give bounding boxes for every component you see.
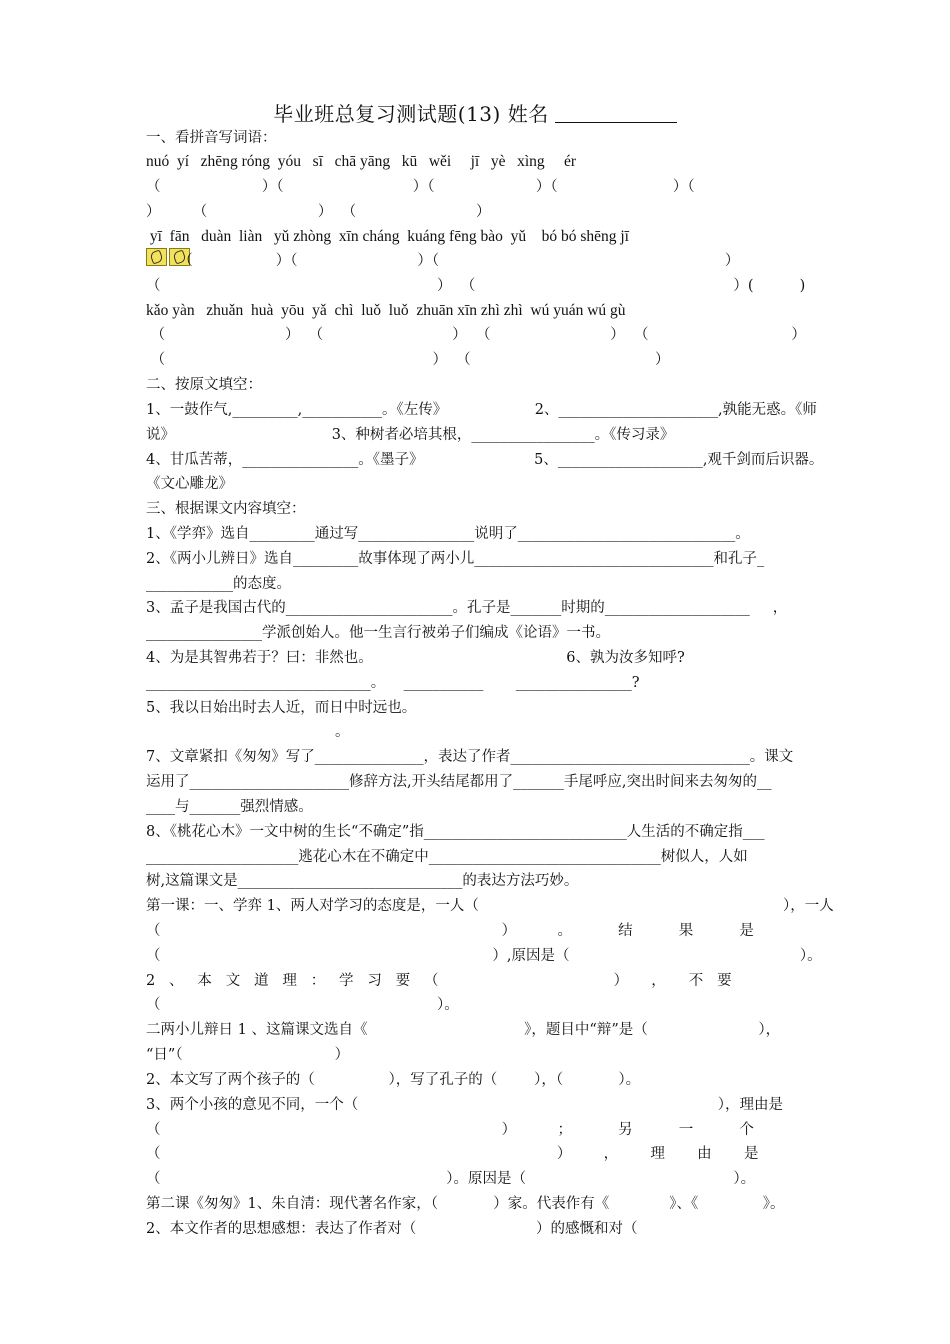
answer-row[interactable]: （ ） （ ） (146, 352, 670, 368)
question-line: 2 、 本 文 道 理 ： 学 习 要 （ ） ， 不 要 (146, 973, 732, 989)
question-line: “日”（ ） (146, 1047, 350, 1063)
question-line: ____________的态度。 (146, 576, 291, 592)
question-line: （ ） 。 结 果 是 (146, 923, 754, 939)
question-line: 5、我以日始出时去人近，而日中时远也。 (146, 700, 417, 716)
answer-row[interactable]: （ ） （ ） （ ） （ ） (146, 327, 806, 343)
question-line: 8、《桃花心木》一文中树的生长“不确定”指____________________________人生活的不确定指___ (146, 824, 765, 840)
answer-row[interactable]: （ ）（ ）（ ）（ ）（ (146, 179, 695, 195)
answer-row[interactable]: ） （ ） （ ） (146, 204, 491, 220)
question-line: 二两小儿辩日 1 、这篇课文选自《 》，题目中“辩”是（ ）， (146, 1022, 781, 1038)
question-line: _______________________________。 ___________ ________________? (146, 675, 640, 691)
pinyin-row-1: nuó yí zhēng róng yóu sī chā yāng kū wěi jī yè xìng ér (146, 153, 577, 170)
section-1-heading: 一、看拼音写词语： (146, 130, 277, 146)
section-2-heading: 二、按原文填空： (146, 377, 262, 393)
question-line: 4、甘瓜苦蒂，________________。《墨子》 5、____________________,观千剑而后识器。 (146, 452, 824, 468)
question-line: 第一课：一、学弈 1、两人对学习的态度是，一人（ ），一人 (146, 898, 834, 914)
question-line: 1、一鼓作气,_________,___________。《左传》 2、______________________,孰能无惑。《师 (146, 402, 817, 418)
page-title: 毕业班总复习测试题(13) 姓名 (0, 98, 950, 127)
question-line: 。 (146, 724, 350, 740)
question-line: 2、本文作者的思想感想：表达了作者对（ ）的感慨和对（ (146, 1221, 638, 1237)
pinyin-row-2: yī fān duàn liàn yǔ zhòng xīn cháng kuáng fēng bào yǔ bó bó shēng jī (146, 228, 629, 245)
question-line: 1、《学弈》选自_________通过写________________说明了______________________________。 (146, 526, 750, 542)
answer-row[interactable]: （ ） （ ）( ) (146, 278, 806, 294)
question-line: 3、孟子是我国古代的_______________________。孔子是_______时期的____________________ ， (146, 600, 788, 616)
question-line: 7、文章紧扣《匆匆》写了_______________，表达了作者_________________________________。课文 (146, 749, 794, 765)
question-line: 4、为是其智弗若于？曰：非然也。 6、孰为汝多知呼? (146, 650, 685, 666)
question-line: ____与_______强烈情感。 (146, 799, 313, 815)
question-line: 运用了______________________修辞方法,开头结尾都用了_______手尾呼应,突出时间来去匆匆的__ (146, 774, 772, 790)
question-line: 第二课《匆匆》1、朱自清：现代著名作家，（ ）家。代表作有《 》、《 》。 (146, 1196, 785, 1212)
question-line: 3、两个小孩的意见不同，一个（ ），理由是 (146, 1097, 783, 1113)
answer-row[interactable]: （ ）（ ）（ ） (146, 253, 740, 269)
question-line: （ ）。 (146, 997, 459, 1013)
question-line: （ ）。原因是（ ）。 (146, 1171, 756, 1187)
question-line: ________________学派创始人。他一生言行被弟子们编成《论语》一书。 (146, 625, 610, 641)
question-line: 树,这篇课文是_______________________________的表达方法巧妙。 (146, 873, 579, 889)
question-line: 2、《两小儿辨日》选自_________故事体现了两小儿_________________________________和孔子_ (146, 551, 765, 567)
name-blank[interactable] (555, 104, 677, 123)
section-3-heading: 三、根据课文内容填空： (146, 501, 306, 517)
question-line: （ ） ， 理 由 是 (146, 1146, 759, 1162)
question-line: 说》 3、种树者必培其根，_________________。《传习录》 (146, 427, 675, 443)
pinyin-row-3: kǎo yàn zhuǎn huà yōu yǎ chì luǒ luǒ zhuān xīn zhì zhì wú yuán wú gù (146, 302, 626, 319)
question-line: 2、本文写了两个孩子的（ ），写了孔子的（ ），（ ）。 (146, 1072, 641, 1088)
question-line: （ ）,原因是（ ）。 (146, 948, 822, 964)
question-line: _____________________逃花心木在不确定中________________________________树似人，人如 (146, 849, 748, 865)
question-line: 《文心雕龙》 (146, 476, 233, 492)
question-line: （ ） ； 另 一 个 (146, 1122, 754, 1138)
